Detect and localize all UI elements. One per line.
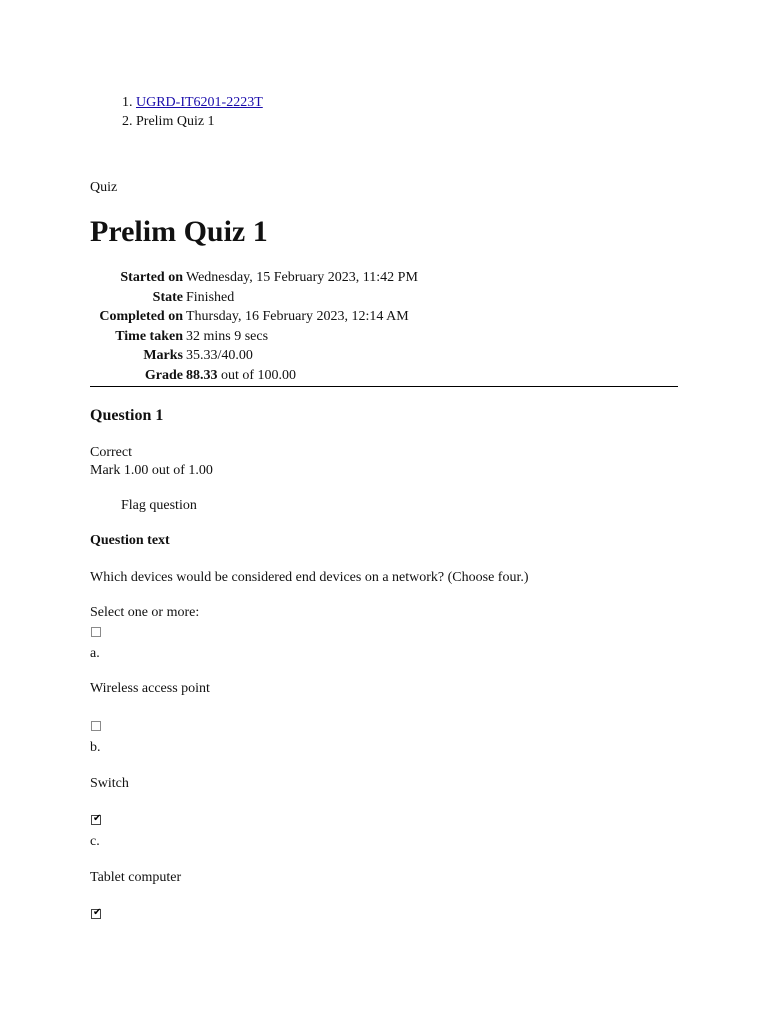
summary-label: State	[152, 289, 183, 305]
summary-value: Finished	[186, 289, 235, 305]
breadcrumb-item-quiz: 2. Prelim Quiz 1	[136, 112, 263, 131]
summary-row-time-taken	[90, 327, 678, 347]
summary-row-completed	[90, 307, 678, 327]
option-c-text: Tablet computer	[90, 870, 182, 885]
option-a-checkbox[interactable]	[91, 627, 101, 637]
summary-label: Completed on	[99, 309, 183, 325]
answer-instruction: Select one or more:	[90, 605, 200, 620]
attempt-summary-table	[90, 268, 678, 387]
check-icon: ✔	[93, 907, 102, 918]
summary-label: Grade	[144, 367, 183, 383]
summary-label: Time taken	[115, 328, 183, 344]
summary-row-grade	[90, 366, 678, 386]
breadcrumb-link-course[interactable]: UGRD-IT6201-2223T	[136, 95, 263, 110]
option-c-checkbox[interactable]	[91, 815, 101, 825]
summary-label: Started on	[120, 270, 183, 285]
question-text-heading: Question text	[90, 533, 170, 548]
option-a-text: Wireless access point	[90, 681, 210, 696]
flag-question-link[interactable]: Flag question	[121, 498, 197, 513]
grade-out-of: out of 100.00	[217, 367, 297, 383]
summary-value: Wednesday, 15 February 2023, 11:42 PM	[186, 270, 418, 285]
option-d-checkbox[interactable]	[91, 909, 101, 919]
option-b-text: Switch	[90, 776, 129, 791]
question-prompt: Which devices would be considered end devices on a network? (Choose four.)	[90, 570, 529, 585]
activity-type-label: Quiz	[90, 180, 118, 195]
summary-row-state	[90, 288, 678, 308]
option-c-letter: c.	[90, 834, 100, 849]
summary-row-started	[90, 268, 678, 288]
breadcrumb-item-course	[136, 93, 263, 112]
summary-row-marks	[90, 346, 678, 366]
summary-value-grade	[186, 366, 678, 386]
summary-value: 35.33/40.00	[186, 348, 253, 364]
breadcrumb	[90, 93, 263, 131]
option-b-letter: b.	[90, 740, 101, 755]
summary-value: Thursday, 16 February 2023, 12:14 AM	[186, 309, 409, 325]
grade-score: 88.33	[186, 367, 218, 383]
question-status: Correct	[90, 445, 132, 460]
option-a-letter: a.	[90, 646, 100, 661]
check-icon: ✔	[93, 813, 102, 824]
page-title: Prelim Quiz 1	[90, 215, 268, 248]
question-heading: Question 1	[90, 407, 164, 424]
question-mark: Mark 1.00 out of 1.00	[90, 463, 213, 478]
summary-label: Marks	[143, 348, 183, 364]
option-b-checkbox[interactable]	[91, 721, 101, 731]
summary-value: 32 mins 9 secs	[186, 328, 269, 344]
